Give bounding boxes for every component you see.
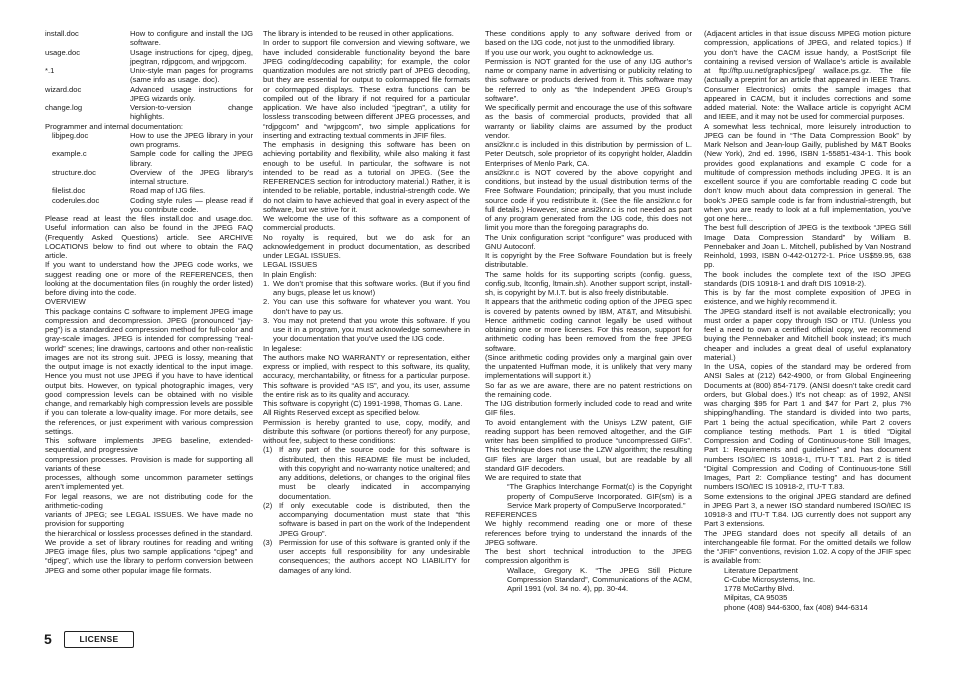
paragraph: No royalty is required, but we do ask for an acknowledgement in product documentation, as described under LEGAL ISSUES. [263, 232, 470, 260]
file-description: Unix-style man pages for programs (same info as usage. doc). [130, 66, 253, 85]
list-marker: 2. [263, 297, 270, 307]
paragraph: In legalese: [263, 343, 302, 353]
list-item [263, 316, 470, 344]
paragraph: The best full description of JPEG is the textbook “JPEG Still Image Data Compression Standard” by William B. Pennebaker and Joan L. Mitchell, published by Van Nostrand Reinhold, 1993, ISBN 0-442-01272-1. Price US$59.95, 638 pp. [704, 223, 911, 270]
programmer-doc-file-list [45, 131, 253, 214]
file-description: Advanced usage instructions for JPEG wizards only. [130, 84, 253, 103]
file-row [45, 103, 253, 122]
file-row [45, 29, 253, 48]
paragraph: We provide a set of library routines for reading and writing JPEG image files, plus two sample applications “cjpeg” and “djpeg”, which use the library to perform conversion between JPEG and some other popular image file formats. [45, 537, 253, 575]
paragraph: compression processes. Provision is made for supporting all variants of these [45, 454, 253, 473]
file-name: structure.doc [52, 167, 96, 177]
paragraph: These conditions apply to any software derived from or based on the IJG code, not just to the unmodified library. [485, 29, 692, 48]
list-item [263, 297, 470, 316]
paragraph: variants of JPEG; see LEGAL ISSUES. We have made no provision for supporting [45, 510, 253, 529]
column-1 [45, 29, 253, 575]
column-3 [485, 29, 692, 593]
list-item [263, 501, 470, 538]
list-marker: 1. [263, 278, 270, 288]
paragraph: (Since arithmetic coding provides only a marginal gain over the unpatented Huffman mode, it is unlikely that very many implementations will support it.) [485, 352, 692, 381]
paragraph: the hierarchical or lossless processes defined in the standard. [45, 528, 253, 538]
paragraph: The JPEG standard itself is not available electronically; you must order a paper copy through ISO or ITU. (Unless you feel a need to own a certified official copy, we recommend buying the Pennebaker and Mitchell book instead; it’s much cheaper and includes a great deal of useful explanatory material.) [704, 306, 911, 362]
file-name: libjpeg.doc [52, 130, 89, 140]
paragraph: In order to support file conversion and viewing software, we have included considerable functionality beyond the bare JPEG coding/decoding capability; for example, the color quantization modules are not strictly part of JPEG decoding, but they are essential for output to colormapped file formats or colormapped displays. These extra functions can be compiled out of the library if not required for a particular application. We have also included “jpegtran”, a utility for lossless transcoding between different JPEG processes, and “rdjpgcom” and “wrjpgcom”, two simple applications for inserting and extracting textual comments in JFIF files. [263, 38, 470, 140]
file-name: example.c [52, 149, 87, 159]
file-description: Version-to-version change highlights. [130, 103, 253, 122]
paragraph: This package contains C software to implement JPEG image compression and decompression. JPEG (pronounced “jay-peg”) is a standardized compression method for full-color and gray-scale images. JPEG is intended for compressing “real-world” scenes; line drawings, cartoons and other non-realistic images are not its strong suit. JPEG is lossy, meaning that the output image is not exactly identical to the input image. Hence you must not use JPEG if you have to have identical output bits. However, on typical photographic images, very good compression levels can be obtained with no visible change, and remarkably high compression levels are possible if you can tolerate a low-quality image. For more details, see the references, or just experiment with various compression settings. [45, 306, 253, 436]
column-1-paragraphs [45, 214, 253, 575]
paragraph: LEGAL ISSUES [263, 260, 318, 270]
legal-conditions-list [263, 445, 470, 575]
file-row [45, 168, 253, 187]
list-item [263, 445, 470, 501]
paragraph: We are required to state that [485, 473, 582, 482]
paragraph: (Adjacent articles in that issue discuss MPEG motion picture compression, applications of JPEG, and related topics.) If you don’t have the CACM issue handy, a PostScript file containing a revised version of Wallace’s article is available at ftp://ftp.uu.net/graphics/jpeg/ wallace.ps.gz. The file (actually a preprint for an article that appeared in IEEE Trans. Consumer Electronics) omits the sample images that appeared in CACM, but it includes corrections and some added material. Note: the Wallace article is copyright ACM and IEEE, and it may not be used for commercial purposes. [704, 29, 911, 122]
paragraph: In plain English: [263, 269, 317, 279]
file-row [45, 196, 253, 215]
legalese-paragraphs [263, 344, 470, 446]
paragraph: The authors make NO WARRANTY or representation, either express or implied, with respect to this software, its quality, accuracy, merchantability, or fitness for a particular purpose. This software is provided “AS IS”, and you, its user, assume the entire risk as to its quality and accuracy. [263, 352, 470, 399]
plain-english-list [263, 279, 470, 344]
paragraph: All Rights Reserved except as specified below. [263, 408, 421, 418]
address-line: Milpitas, CA 95035 [724, 593, 788, 603]
file-name: filelist.doc [52, 186, 86, 196]
paragraph: ansi2knr.c is included in this distribution by permission of L. Peter Deutsch, sole proprietor of its copyright holder, Aladdin Enterprises of Menlo Park, CA. [485, 140, 692, 168]
list-marker: (1) [263, 445, 273, 455]
paragraph: A somewhat less technical, more leisurely introduction to JPEG can be found in “The Data Compression Book” by Mark Nelson and Jean-loup Gailly, published by M&T Books (New York), 2nd ed. 1996, ISBN 1-55851-434-1. This book provides good explanations and example C code for a multitude of compression methods including JPEG. It is an excellent source if you are comfortable reading C code but don’t know much about data compression in general. The book’s JPEG sample code is far from industrial-strength, but when you are ready to look at a full implementation, you’ve got one here... [704, 121, 911, 223]
file-row [45, 48, 253, 67]
file-name: change.log [45, 103, 83, 112]
gif-trademark-quote: “The Graphics Interchange Format(c) is the Copyright property of CompuServe Incorporated. GIF(sm) is a Service Mark property of CompuServe Incorporated.” [507, 482, 692, 510]
column-4-paragraphs [704, 29, 911, 566]
paragraph: For legal reasons, we are not distributing code for the arithmetic-coding [45, 491, 253, 510]
paragraph: If you use our work, you ought to acknowledge us. [485, 47, 654, 57]
list-text: If only executable code is distributed, then the accompanying documentation must state that “this software is based in part on the work of the Independent JPEG Group”. [279, 500, 470, 538]
paragraph: The best short technical introduction to the JPEG compression algorithm is [485, 547, 692, 566]
file-row [45, 186, 253, 195]
file-description: How to configure and install the IJG software. [130, 29, 253, 48]
list-text: If any part of the source code for this software is distributed, then this README file must be included, with this copyright and no-warranty notice unaltered; and any additions, deletions, or changes to the original files must be clearly indicated in accompanying documentation. [279, 445, 470, 501]
list-text: You can use this software for whatever you want. You don’t have to pay us. [273, 297, 470, 316]
file-description: How to use the JPEG library in your own programs. [130, 130, 253, 149]
file-name: usage.doc [45, 47, 81, 57]
file-name: wizard.doc [45, 84, 82, 94]
file-description: Road map of IJG files. [130, 186, 206, 196]
address-line: phone (408) 944-6300, fax (408) 944-6314 [724, 602, 868, 612]
user-doc-file-list [45, 29, 253, 122]
page-number: 5 [44, 631, 52, 647]
paragraph: The library is intended to be reused in other applications. [263, 29, 454, 38]
jfif-address-block [704, 566, 911, 612]
file-row [45, 131, 253, 150]
column-2 [263, 29, 470, 575]
paragraph: Permission is NOT granted for the use of any IJG author’s name or company name in advertising or publicity relating to this software or products derived from it. This software may be referred to only as “the Independent JPEG Group’s software”. [485, 56, 692, 103]
paragraph: To avoid entanglement with the Unisys LZW patent, GIF reading support has been removed altogether, and the GIF writer has been simplified to produce “uncompressed GIFs”. This technique does not use the LZW algorithm; the resulting GIF files are larger than usual, but are readable by all standard GIF decoders. [485, 417, 692, 473]
paragraph: The emphasis in designing this software has been on achieving portability and flexibility, while also making it fast enough to be useful. In particular, the software is not intended to be read as a tutorial on JPEG. (See the REFERENCES section for introductory material.) Rather, it is intended to be reliable, portable, industrial-strength code. We do not claim to have achieved that goal in every aspect of the software, but we strive for it. [263, 140, 470, 214]
paragraph: It appears that the arithmetic coding option of the JPEG spec is covered by patents owned by IBM, AT&T, and Mitsubishi. Hence arithmetic coding cannot legally be used without obtaining one or more licenses. For this reason, support for arithmetic coding has been removed from the free JPEG software. [485, 297, 692, 353]
address-line: 1778 McCarthy Blvd. [724, 584, 795, 593]
file-name: install.doc [45, 29, 79, 38]
paragraph: Permission is hereby granted to use, copy, modify, and distribute this software (or portions thereof) for any purpose, without fee, subject to these conditions: [263, 417, 470, 445]
paragraph: We specifically permit and encourage the use of this software as the basis of commercial products, provided that all warranty or liability claims are assumed by the product vendor. [485, 103, 692, 140]
file-row [45, 66, 253, 85]
file-name: coderules.doc [52, 195, 100, 205]
list-marker: (3) [263, 537, 273, 547]
paragraph: ansi2knr.c is NOT covered by the above copyright and conditions, but instead by the usual distribution terms of the Free Software Foundation; principally, that you must include source code if you redistribute it. (See the file ansi2knr.c for full details.) However, since ansi2knr.c is not needed as part of any program generated from the IJG code, this does not limit you more than the foregoing paragraphs do. [485, 167, 692, 233]
paragraph: processes, although some uncommon parameter settings aren’t implemented yet. [45, 473, 253, 492]
paragraph: We highly recommend reading one or more of these references before trying to understand the innards of the JPEG software. [485, 519, 692, 547]
wallace-reference: Wallace, Gregory K. “The JPEG Still Picture Compression Standard”, Communications of the ACM, April 1991 (vol. 34 no. 4), pp. 30-44. [507, 565, 692, 593]
file-name: *.1 [45, 66, 55, 75]
paragraph: The same holds for its supporting scripts (config. guess, config.sub, ltconfig, ltmain.sh). Another support script, install-sh, is copyright by M.I.T. but is also freely distributable. [485, 269, 692, 297]
programmer-doc-title: Programmer and internal documentation: [45, 121, 184, 131]
column-3-paragraphs [485, 29, 692, 482]
paragraph: The Unix configuration script “configure” was produced with GNU Autoconf. [485, 232, 692, 251]
address-line: Literature Department [724, 565, 798, 575]
column-2-paragraphs [263, 29, 470, 279]
paragraph: The JPEG standard does not specify all details of an interchangeable file format. For the omitted details we follow the “JFIF” conventions, revision 1.02. A copy of the JFIF spec is available from: [704, 528, 911, 566]
paragraph: The IJG distribution formerly included code to read and write GIF files. [485, 399, 692, 418]
paragraph: If you want to understand how the JPEG code works, we suggest reading one or more of the REFERENCES, then looking at the documentation files (in roughly the order listed) before diving into the code. [45, 260, 253, 297]
list-marker: 3. [263, 315, 270, 325]
file-description: Overview of the JPEG library’s internal structure. [130, 167, 253, 186]
paragraph: We welcome the use of this software as a component of commercial products. [263, 214, 470, 233]
paragraph: So far as we are aware, there are no patent restrictions on the remaining code. [485, 380, 692, 399]
paragraph: In the USA, copies of the standard may be ordered from ANSI Sales at (212) 642-4900, or from Global Engineering Documents at (800) 854-7179. (ANSI doesn’t take credit card orders, but Global does.) It’s not cheap: as of 1992, ANSI was charging $95 for Part 1 and $47 for Part 2, plus 7% shipping/handling. The standard is divided into two parts, Part 1 being the actual specification, while Part 2 covers compliance testing methods. Part 1 is titled “Digital Compression and Coding of Continuous-tone Still Images, Part 1: Requirements and guidelines” and has document numbers ISO/IEC IS 10918-1, ITU-T T.81. Part 2 is titled “Digital Compression and Coding of Continuous-tone Still Images, Part 2: Compliance testing” and has document numbers ISO/IEC IS 10918-2, ITU-T T.83. [704, 362, 911, 492]
paragraph: The book includes the complete text of the ISO JPEG standards (DIS 10918-1 and draft DIS 10918-2). [704, 269, 911, 288]
paragraph: Some extensions to the original JPEG standard are defined in JPEG Part 3, a newer ISO standard numbered ISO/IEC IS 10918-3 and ITU-T T.84. IJG currently does not support any Part 3 extensions. [704, 491, 911, 529]
paragraph: Please read at least the files install.doc and usage.doc. Useful information can also be found in the JPEG FAQ (Frequently Asked Questions) article. See ARCHIVE LOCATIONS below to find out where to obtain the FAQ article. [45, 214, 253, 260]
column-4 [704, 29, 911, 612]
list-text: You may not pretend that you wrote this software. If you use it in a program, you must acknowledge somewhere in your documentation that you’ve used the IJG code. [273, 315, 470, 344]
list-item [263, 538, 470, 575]
references-paragraphs [485, 510, 692, 566]
file-description: Usage instructions for cjpeg, djpeg, jpegtran, rdjpgcom, and wrjpgcom. [130, 47, 253, 66]
file-description: Sample code for calling the JPEG library. [130, 149, 253, 168]
section-tab-license: LICENSE [64, 631, 134, 648]
list-text: Permission for use of this software is granted only if the user accepts full responsibility for any undesirable consequences; the authors accept NO LIABILITY for damages of any kind. [279, 537, 470, 575]
file-row [45, 149, 253, 168]
file-row [45, 85, 253, 104]
paragraph: This software is copyright (C) 1991-1998, Thomas G. Lane. [263, 399, 463, 408]
paragraph: REFERENCES [485, 510, 537, 519]
file-description: Coding style rules — please read if you contribute code. [130, 195, 253, 214]
list-text: We don’t promise that this software works. (But if you find any bugs, please let us know!) [273, 278, 470, 297]
address-line: C-Cube Microsystems, Inc. [724, 574, 816, 584]
paragraph: This software implements JPEG baseline, extended-sequential, and progressive [45, 436, 253, 455]
list-marker: (2) [263, 500, 273, 510]
paragraph: OVERVIEW [45, 297, 86, 307]
paragraph: This is by far the most complete exposition of JPEG in existence, and we highly recommend it. [704, 288, 911, 307]
paragraph: It is copyright by the Free Software Foundation but is freely distributable. [485, 251, 692, 270]
list-item [263, 279, 470, 298]
